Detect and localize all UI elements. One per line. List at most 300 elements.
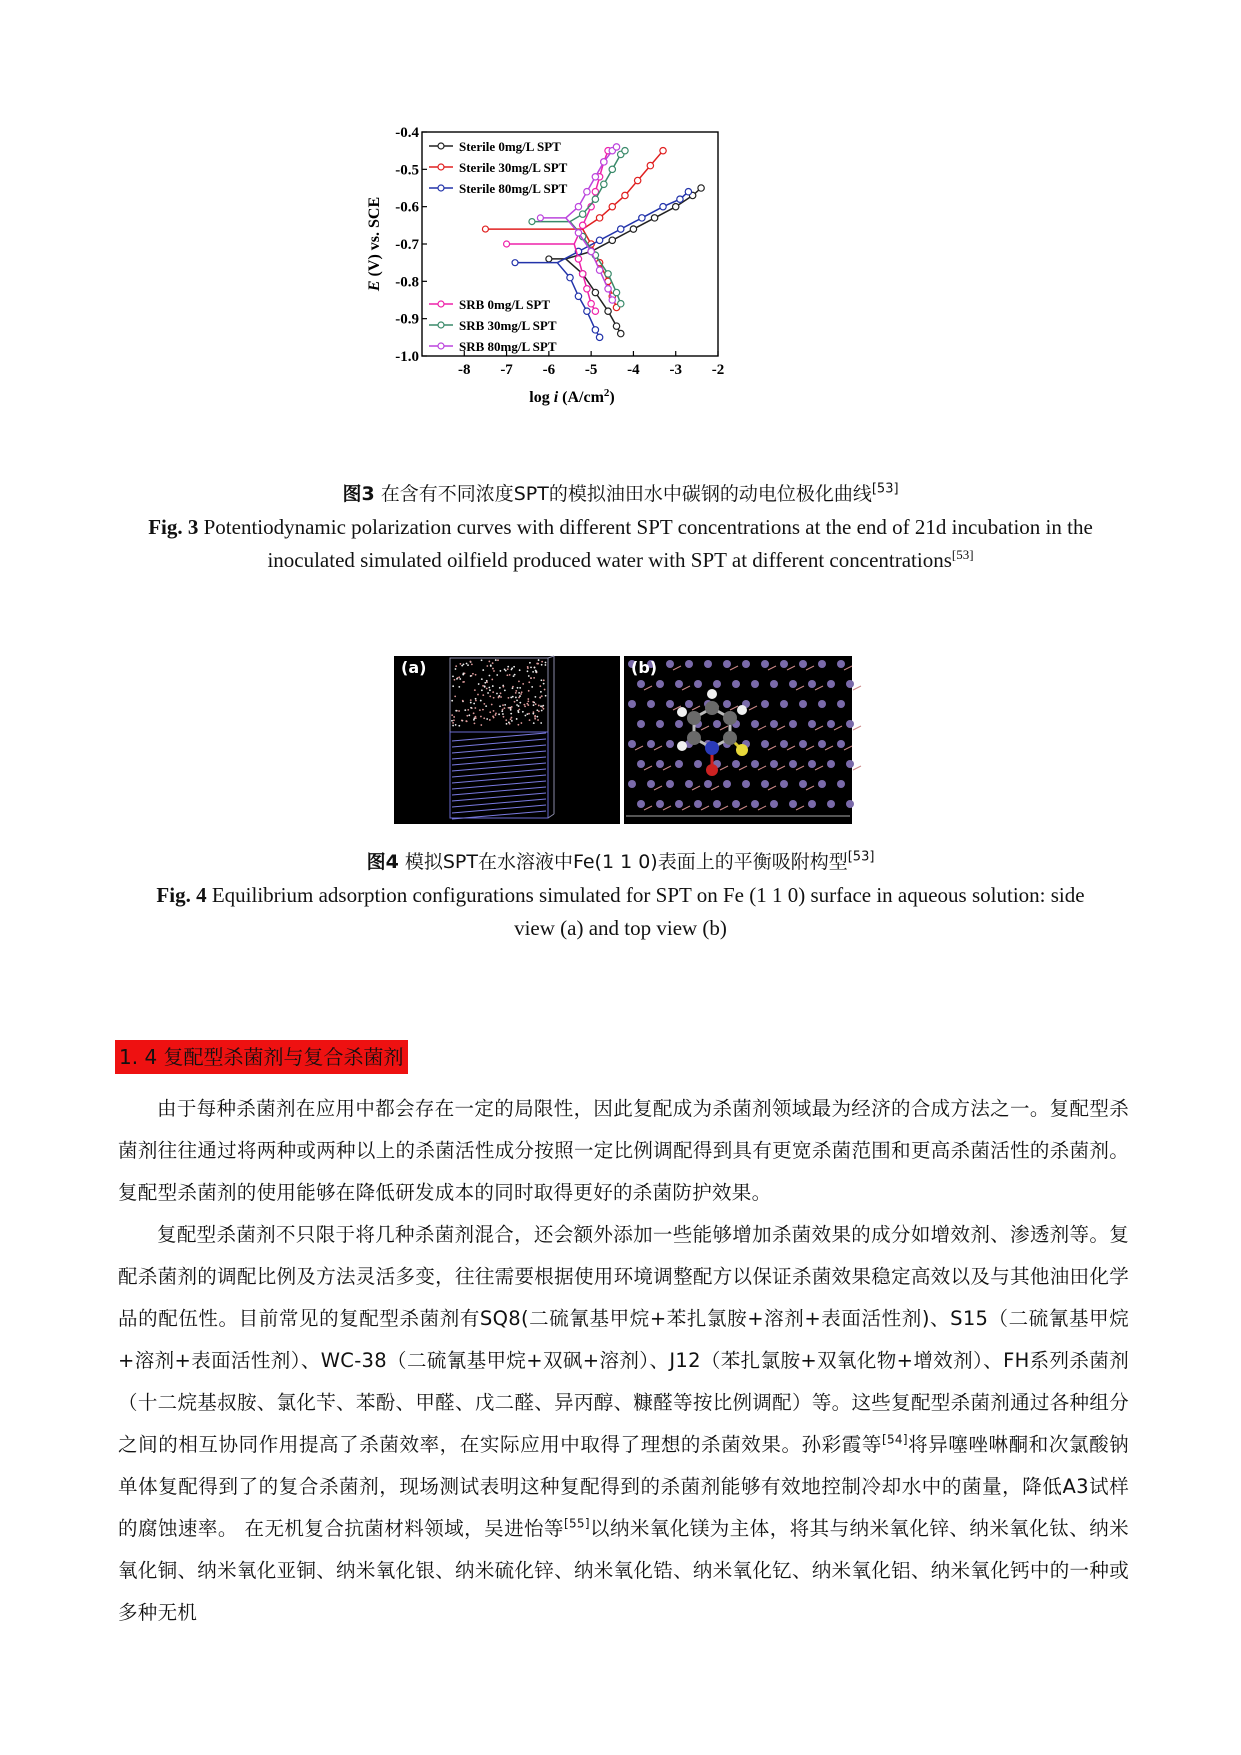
series-curve bbox=[546, 185, 704, 337]
water-molecule bbox=[538, 659, 540, 661]
water-molecule bbox=[510, 713, 512, 715]
figure-4-label-zh: 图4 bbox=[366, 851, 399, 873]
water-molecule bbox=[523, 704, 525, 706]
series-marker bbox=[546, 256, 552, 262]
fe-atom bbox=[808, 680, 816, 688]
figure-3-title-zh: 在含有不同浓度SPT的模拟油田水中碳钢的动电位极化曲线 bbox=[374, 483, 872, 505]
x-tick-label: -5 bbox=[584, 362, 598, 378]
fe-atom bbox=[742, 660, 750, 668]
water-bond bbox=[692, 706, 700, 710]
series-marker bbox=[618, 226, 624, 232]
fe-atom bbox=[751, 760, 759, 768]
water-molecule bbox=[518, 705, 520, 707]
water-molecule bbox=[499, 705, 501, 707]
water-molecule bbox=[466, 663, 468, 665]
water-molecule bbox=[522, 711, 524, 713]
water-molecule bbox=[451, 700, 453, 702]
x-tick-label: -3 bbox=[669, 362, 682, 378]
fe-atom bbox=[647, 780, 655, 788]
water-molecule bbox=[534, 696, 536, 698]
water-bond bbox=[663, 766, 671, 770]
fe-atom bbox=[808, 760, 816, 768]
water-molecule bbox=[480, 700, 482, 702]
water-molecule bbox=[519, 702, 521, 704]
series-marker bbox=[584, 189, 590, 195]
series-marker bbox=[596, 267, 602, 273]
fe-atom bbox=[770, 720, 778, 728]
series-marker bbox=[596, 215, 602, 221]
water-bond bbox=[682, 806, 690, 810]
water-molecule bbox=[514, 674, 516, 676]
water-bond bbox=[787, 746, 795, 750]
series-marker bbox=[584, 286, 590, 292]
fe-atom bbox=[837, 780, 845, 788]
fe-atom bbox=[732, 800, 740, 808]
figure-4-caption-en bbox=[100, 879, 1141, 912]
figure-4-title-en-line1: Equilibrium adsorption configurations simulated for SPT on Fe (1 1 0) surface in aqueous solution: side bbox=[206, 883, 1085, 907]
legend-marker bbox=[438, 143, 444, 149]
water-molecule bbox=[458, 710, 460, 712]
fe-atom bbox=[694, 760, 702, 768]
water-molecule bbox=[473, 703, 475, 705]
figure-4-title-en-line2: view (a) and top view (b) bbox=[514, 916, 727, 940]
water-molecule bbox=[511, 720, 513, 722]
series-marker bbox=[613, 289, 619, 295]
fe-atom bbox=[637, 800, 645, 808]
water-molecule bbox=[489, 695, 491, 697]
series-marker bbox=[630, 226, 636, 232]
water-molecule bbox=[498, 697, 500, 699]
water-molecule bbox=[462, 674, 464, 676]
water-molecule bbox=[475, 700, 477, 702]
water-bond bbox=[825, 746, 833, 750]
fe-atom bbox=[666, 660, 674, 668]
fe-atom bbox=[656, 800, 664, 808]
water-molecule bbox=[490, 664, 492, 666]
x-tick-label: -7 bbox=[500, 362, 513, 378]
series-marker bbox=[613, 144, 619, 150]
water-molecule bbox=[520, 693, 522, 695]
series-marker bbox=[609, 237, 615, 243]
water-molecule bbox=[451, 714, 453, 716]
water-bond bbox=[654, 746, 662, 750]
water-molecule bbox=[531, 686, 533, 688]
water-molecule bbox=[481, 689, 483, 691]
water-molecule bbox=[509, 723, 511, 725]
water-molecule bbox=[481, 678, 483, 680]
figure-3-title-en-line1: Potentiodynamic polarization curves with different SPT concentrations at the end of 21d incubation in the bbox=[198, 515, 1093, 539]
water-molecule bbox=[495, 659, 497, 661]
fe-atom bbox=[818, 660, 826, 668]
water-molecule bbox=[492, 685, 494, 687]
simulation-top-view-image bbox=[624, 656, 852, 824]
water-molecule bbox=[537, 663, 539, 665]
water-molecule bbox=[467, 664, 469, 666]
fe-atom bbox=[647, 740, 655, 748]
fe-atom bbox=[799, 780, 807, 788]
water-bond bbox=[796, 806, 804, 810]
water-molecule bbox=[545, 664, 547, 666]
water-molecule bbox=[521, 691, 523, 693]
x-tick-label: -8 bbox=[458, 362, 471, 378]
water-bond bbox=[806, 786, 814, 790]
fe-atom bbox=[837, 700, 845, 708]
series-marker bbox=[588, 301, 594, 307]
figure-3-caption-en bbox=[100, 511, 1141, 544]
water-molecule bbox=[464, 709, 466, 711]
series-marker bbox=[592, 174, 598, 180]
series-marker bbox=[609, 166, 615, 172]
water-molecule bbox=[495, 712, 497, 714]
fe-atom bbox=[837, 660, 845, 668]
series-marker bbox=[537, 215, 543, 221]
fe-atom bbox=[837, 740, 845, 748]
series-marker bbox=[622, 192, 628, 198]
water-bond bbox=[663, 806, 671, 810]
water-molecule bbox=[543, 683, 545, 685]
series-marker bbox=[579, 211, 585, 217]
water-molecule bbox=[536, 709, 538, 711]
fe-atom bbox=[694, 680, 702, 688]
water-molecule bbox=[475, 717, 477, 719]
water-molecule bbox=[486, 718, 488, 720]
water-molecule bbox=[510, 697, 512, 699]
series-marker bbox=[609, 203, 615, 209]
fe-atom bbox=[751, 800, 759, 808]
water-molecule bbox=[489, 719, 491, 721]
series-marker bbox=[592, 196, 598, 202]
water-molecule bbox=[463, 663, 465, 665]
citation-ref: [53] bbox=[871, 481, 899, 497]
water-molecule bbox=[528, 675, 530, 677]
water-molecule bbox=[517, 687, 519, 689]
fe-atom bbox=[742, 780, 750, 788]
fe-atom bbox=[808, 720, 816, 728]
series-marker bbox=[584, 308, 590, 314]
fe-atom bbox=[799, 700, 807, 708]
water-molecule bbox=[458, 686, 460, 688]
body-paragraph-2 bbox=[118, 1214, 1129, 1634]
water-bond bbox=[853, 726, 861, 730]
water-molecule bbox=[487, 692, 489, 694]
water-molecule bbox=[508, 707, 510, 709]
series-marker bbox=[634, 177, 640, 183]
y-tick-label: -0.4 bbox=[395, 125, 419, 141]
water-molecule bbox=[453, 719, 455, 721]
body-paragraph-1: 由于每种杀菌剂在应用中都会存在一定的局限性，因此复配成为杀菌剂领域最为经济的合成方法之一。复配型杀菌剂往往通过将两种或两种以上的杀菌活性成分按照一定比例调配得到具有更宽杀菌范围和更高杀菌活性的杀菌剂。复配型杀菌剂的使用能够在降低研发成本的同时取得更好的杀菌防护效果。 bbox=[118, 1097, 1129, 1204]
water-bond bbox=[720, 726, 728, 730]
simulation-side-view-image bbox=[394, 656, 620, 824]
figure-4-caption-zh bbox=[100, 846, 1141, 879]
figure-3-label-en: Fig. 3 bbox=[148, 515, 199, 539]
series-marker bbox=[677, 196, 683, 202]
top-view-graphic bbox=[624, 656, 852, 824]
fe-surface-atoms bbox=[628, 660, 861, 810]
series-marker bbox=[605, 308, 611, 314]
water-molecule bbox=[482, 685, 484, 687]
water-molecule bbox=[516, 718, 518, 720]
water-molecule bbox=[491, 679, 493, 681]
water-molecule bbox=[527, 698, 529, 700]
water-molecule bbox=[528, 681, 530, 683]
fe-atom bbox=[685, 700, 693, 708]
water-molecule bbox=[541, 661, 543, 663]
water-molecule bbox=[495, 714, 497, 716]
citation-ref: [53] bbox=[847, 849, 875, 865]
water-molecule bbox=[470, 707, 472, 709]
water-molecule bbox=[486, 680, 488, 682]
fe-atom bbox=[713, 800, 721, 808]
legend-label: SRB 30mg/L SPT bbox=[459, 318, 557, 333]
panel-b-label: (b) bbox=[631, 658, 658, 677]
water-molecule bbox=[489, 711, 491, 713]
water-molecule bbox=[538, 710, 540, 712]
water-molecule bbox=[527, 704, 529, 706]
water-bond bbox=[758, 766, 766, 770]
fe-atom bbox=[685, 780, 693, 788]
fe-atom bbox=[846, 680, 854, 688]
water-molecule bbox=[529, 662, 531, 664]
water-molecule bbox=[492, 691, 494, 693]
water-molecule bbox=[512, 686, 514, 688]
water-molecule bbox=[515, 697, 517, 699]
water-molecule bbox=[519, 669, 521, 671]
fe-atom bbox=[656, 680, 664, 688]
water-molecule bbox=[479, 709, 481, 711]
water-molecule bbox=[459, 663, 461, 665]
water-molecule bbox=[466, 721, 468, 723]
legend-label: SRB 0mg/L SPT bbox=[459, 297, 551, 312]
water-molecule bbox=[486, 665, 488, 667]
water-molecule bbox=[466, 715, 468, 717]
water-molecule bbox=[496, 674, 498, 676]
water-molecule bbox=[518, 697, 520, 699]
series-marker bbox=[651, 215, 657, 221]
water-molecule bbox=[501, 710, 503, 712]
fe-atom bbox=[846, 720, 854, 728]
water-bond bbox=[720, 806, 728, 810]
water-molecule bbox=[499, 670, 501, 672]
water-molecule bbox=[502, 686, 504, 688]
water-molecule bbox=[452, 722, 454, 724]
water-molecule bbox=[462, 700, 464, 702]
figure-3-caption-en-line2 bbox=[100, 544, 1141, 577]
legend-bottom bbox=[429, 297, 557, 354]
fe-atom bbox=[789, 760, 797, 768]
series-marker bbox=[504, 241, 510, 247]
water-molecule bbox=[517, 724, 519, 726]
water-molecule bbox=[536, 716, 538, 718]
series-marker bbox=[579, 271, 585, 277]
water-bond bbox=[739, 766, 747, 770]
water-molecule bbox=[456, 678, 458, 680]
water-molecule bbox=[493, 697, 495, 699]
water-molecule bbox=[534, 715, 536, 717]
water-molecule bbox=[518, 692, 520, 694]
series-marker bbox=[596, 237, 602, 243]
panel-a-label: (a) bbox=[401, 658, 427, 677]
fe-atom bbox=[780, 660, 788, 668]
water-molecule bbox=[540, 679, 542, 681]
fe-atom bbox=[723, 700, 731, 708]
water-molecule bbox=[480, 716, 482, 718]
water-molecule bbox=[504, 704, 506, 706]
water-molecule bbox=[522, 683, 524, 685]
water-molecule bbox=[488, 661, 490, 663]
water-bond bbox=[796, 686, 804, 690]
fe-atom bbox=[675, 680, 683, 688]
water-molecule bbox=[477, 694, 479, 696]
series-marker bbox=[567, 274, 573, 280]
fe-atom bbox=[666, 700, 674, 708]
water-bond bbox=[692, 786, 700, 790]
water-molecule bbox=[512, 696, 514, 698]
water-molecule bbox=[533, 704, 535, 706]
water-bond bbox=[777, 766, 785, 770]
fe-atom bbox=[846, 760, 854, 768]
fe-atom bbox=[751, 720, 759, 728]
fe-atom bbox=[723, 780, 731, 788]
fe-atom bbox=[827, 800, 835, 808]
fe-atom bbox=[666, 740, 674, 748]
y-tick-label: -0.5 bbox=[395, 162, 419, 179]
water-molecule bbox=[499, 687, 501, 689]
series-marker bbox=[698, 185, 704, 191]
series-marker bbox=[622, 147, 628, 153]
water-molecule bbox=[511, 706, 513, 708]
water-molecule bbox=[543, 679, 545, 681]
water-bond bbox=[644, 806, 652, 810]
fe-atom bbox=[827, 760, 835, 768]
water-bond bbox=[739, 806, 747, 810]
water-molecule bbox=[502, 709, 504, 711]
water-bond bbox=[834, 726, 842, 730]
water-molecule bbox=[509, 707, 511, 709]
water-molecule bbox=[482, 709, 484, 711]
water-molecule bbox=[515, 692, 517, 694]
water-molecule bbox=[498, 695, 500, 697]
water-molecule bbox=[532, 713, 534, 715]
figure-3-label-zh: 图3 bbox=[342, 483, 375, 505]
water-bond bbox=[720, 766, 728, 770]
water-molecule bbox=[473, 712, 475, 714]
fe-slab-layers bbox=[450, 732, 548, 819]
water-molecule bbox=[507, 668, 509, 670]
fe-atom bbox=[789, 680, 797, 688]
water-bond bbox=[749, 706, 757, 710]
water-bond bbox=[815, 686, 823, 690]
fe-atom bbox=[713, 720, 721, 728]
section-heading: 1. 4 复配型杀菌剂与复合杀菌剂 bbox=[115, 1040, 408, 1074]
series-marker bbox=[579, 222, 585, 228]
side-view-graphic bbox=[394, 656, 620, 824]
series-marker bbox=[647, 162, 653, 168]
y-tick-label: -1.0 bbox=[395, 349, 419, 365]
y-tick-label: -0.9 bbox=[395, 311, 419, 328]
legend-top bbox=[429, 139, 568, 196]
legend-marker bbox=[438, 343, 444, 349]
water-molecule bbox=[470, 675, 472, 677]
citation-ref: [54] bbox=[881, 1432, 908, 1447]
water-molecule bbox=[482, 669, 484, 671]
fe-atom bbox=[799, 660, 807, 668]
water-molecule bbox=[539, 697, 541, 699]
series-marker bbox=[588, 248, 594, 254]
body-paragraph-2-part-a: 复配型杀菌剂不只限于将几种杀菌剂混合，还会额外添加一些能够增加杀菌效果的成分如增效剂、渗透剂等。复配杀菌剂的调配比例及方法灵活多变，往往需要根据使用环境调整配方以保证杀菌效果稳定高效以及与其他油田化学品的配伍性。目前常见的复配型杀菌剂有SQ8(二硫氰基甲烷+苯扎氯胺+溶剂+表面活性剂)、S15（二硫氰基甲烷+溶剂+表面活性剂）、WC-38（二硫氰基甲烷+双砜+溶剂）、J12（苯扎氯胺+双氧化物+增效剂）、FH系列杀菌剂（十二烷基叔胺、氯化苄、苯酚、甲醛、戊二醛、异丙醇、糠醛等按比例调配）等。这些复配型杀菌剂通过各种组分之间的相互协同作用提高了杀菌效率，在实际应用中取得了理想的杀菌效果。孙彩霞等 bbox=[118, 1223, 1129, 1456]
fe-atom bbox=[761, 740, 769, 748]
polarization-chart-svg bbox=[366, 125, 835, 470]
water-molecule bbox=[474, 723, 476, 725]
water-molecule bbox=[527, 670, 529, 672]
fe-atom bbox=[808, 800, 816, 808]
water-molecule bbox=[507, 666, 509, 668]
water-molecule bbox=[473, 719, 475, 721]
water-molecule bbox=[474, 707, 476, 709]
water-molecule bbox=[518, 709, 520, 711]
series-marker bbox=[618, 301, 624, 307]
fe-slab-box bbox=[450, 732, 548, 818]
water-molecule bbox=[538, 705, 540, 707]
fe-atom bbox=[637, 720, 645, 728]
water-molecule bbox=[459, 678, 461, 680]
water-molecule bbox=[454, 679, 456, 681]
water-molecule bbox=[544, 689, 546, 691]
body-paragraph-2-part-b: 将异噻唑啉酮和次氯酸钠单体复配得到了的复合杀菌剂，现场测试表明这种复配得到的杀菌剂能够有效地控制冷却水中的菌量，降低A3试样的腐蚀速率。 在无机复合抗菌材料领域，吴进怡等 bbox=[118, 1433, 1129, 1540]
citation-ref: [53] bbox=[951, 547, 974, 562]
series-marker bbox=[660, 203, 666, 209]
water-molecule bbox=[484, 685, 486, 687]
water-molecule bbox=[537, 719, 539, 721]
fe-atom bbox=[799, 740, 807, 748]
fe-atom bbox=[656, 760, 664, 768]
water-bond bbox=[844, 666, 852, 670]
water-molecule bbox=[506, 723, 508, 725]
water-bond bbox=[711, 786, 719, 790]
water-molecule bbox=[513, 675, 515, 677]
water-bond bbox=[758, 726, 766, 730]
water-molecule bbox=[475, 674, 477, 676]
water-bond bbox=[654, 786, 662, 790]
series-marker bbox=[592, 327, 598, 333]
water-molecule bbox=[518, 681, 520, 683]
fe-atom bbox=[780, 780, 788, 788]
water-molecule bbox=[455, 665, 457, 667]
figure-3-title-en-line2: inoculated simulated oilfield produced water with SPT at different concentrations bbox=[267, 548, 952, 572]
fe-atom bbox=[751, 680, 759, 688]
fe-atom bbox=[666, 780, 674, 788]
water-molecule bbox=[525, 715, 527, 717]
water-bond bbox=[853, 766, 861, 770]
water-molecule bbox=[455, 668, 457, 670]
water-bond bbox=[768, 786, 776, 790]
series-marker bbox=[605, 286, 611, 292]
water-bond bbox=[787, 666, 795, 670]
water-molecule bbox=[533, 677, 535, 679]
water-bond bbox=[730, 706, 738, 710]
polarization-chart bbox=[366, 125, 835, 470]
water-bond bbox=[777, 726, 785, 730]
water-molecule bbox=[528, 713, 530, 715]
water-molecule bbox=[520, 722, 522, 724]
water-bond bbox=[644, 686, 652, 690]
series-marker bbox=[592, 308, 598, 314]
water-molecule bbox=[453, 716, 455, 718]
water-molecule bbox=[469, 661, 471, 663]
water-molecule bbox=[506, 674, 508, 676]
fe-atom bbox=[780, 740, 788, 748]
water-molecule bbox=[511, 667, 513, 669]
water-bond bbox=[682, 686, 690, 690]
